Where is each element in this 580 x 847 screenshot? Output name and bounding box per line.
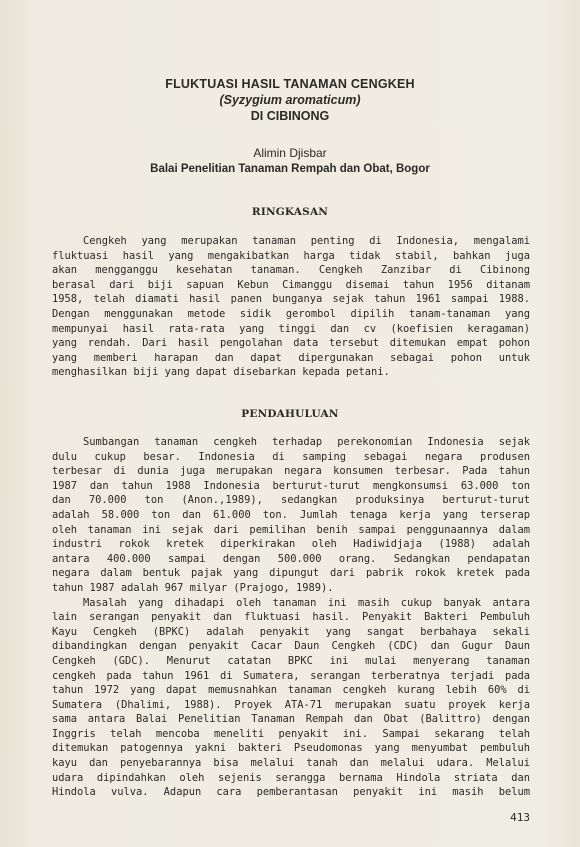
text-line: Masalah yang dihadapi oleh tanaman ini masih cukup banyak antara bbox=[83, 596, 530, 609]
text-line: udara dipindahkan oleh sejenis serangga bernama Hindola striata dan bbox=[52, 771, 530, 784]
article-title: FLUKTUASI HASIL TANAMAN CENGKEH bbox=[165, 77, 415, 91]
author-name: Alimin Djisbar bbox=[253, 146, 327, 160]
text-line: 1987 dan tahun 1988 Indonesia berturut-turut mengkonsumsi 63.000 ton bbox=[52, 479, 530, 492]
text-line: antara 400.000 sampai dengan 500.000 orang. Sedangkan pendapatan bbox=[52, 552, 530, 565]
text-line: mempunyai hasil rata-rata yang tinggi dan cv (koefisien keragaman) bbox=[52, 322, 530, 335]
text-line: Dengan menggunakan metode sidik gerombol dipilih tanam-tanaman yang bbox=[52, 307, 530, 320]
text-line: Sumatera (Dhalimi, 1988). Proyek ATA-71 merupakan suatu proyek kerja bbox=[52, 698, 530, 711]
article-location: DI CIBINONG bbox=[250, 109, 330, 123]
text-line: ditemukan patogennya yakni bakteri Pseudomonas yang menyumbat pembuluh bbox=[52, 742, 530, 755]
text-line: yang memberi harapan dan dapat dipergunakan sebagai pohon untuk bbox=[52, 351, 530, 364]
text-line: yang rendah. Dari hasil pengolahan data tersebut ditemukan empat pohon bbox=[52, 337, 530, 350]
text-line: dibandingkan dengan penyakit Cacar Daun Cengkeh (CDC) dan Gugur Daun bbox=[52, 640, 530, 653]
text-line: industri rokok kretek diperkirakan oleh Hadiwidjaja (1988) adalah bbox=[52, 538, 530, 551]
text-line: Cengkeh (GDC). Menurut catatan BPKC ini mulai menyerang tanaman bbox=[52, 654, 530, 667]
text-line: dulu cukup besar. Indonesia di samping sebagai negara produsen bbox=[52, 450, 530, 463]
text-line: Inggris telah mencoba meneliti penyakit ini. Sampai sekarang telah bbox=[52, 727, 530, 740]
article-header bbox=[0, 76, 580, 124]
introduction-text bbox=[52, 435, 530, 800]
text-line: tahun 1987 adalah 967 milyar (Prajogo, 1989). bbox=[52, 581, 334, 594]
text-line: 1958, telah diamati hasil panen bunganya sejak tahun 1961 sampai 1988. bbox=[52, 293, 530, 306]
text-line: fluktuasi hasil yang mengakibatkan harga tidak stabil, bahkan juga bbox=[52, 249, 530, 262]
author-institution: Balai Penelitian Tanaman Rempah dan Obat, Bogor bbox=[150, 163, 430, 175]
text-line: akan mengganggu kesehatan tanaman. Cengkeh Zanzibar di Cibinong bbox=[52, 264, 530, 277]
page-number: 413 bbox=[510, 811, 530, 824]
text-line: Hindola vulva. Adapun cara pemberantasan penyakit ini masih belum bbox=[52, 786, 530, 799]
introduction-heading: PENDAHULUAN bbox=[241, 408, 339, 420]
text-line: cengkeh pada tahun 1961 di Sumatera, serangan terberatnya terjadi pada bbox=[52, 669, 530, 682]
article-latin-name: (Syzygium aromaticum) bbox=[219, 93, 361, 107]
text-line: Kayu Cengkeh (BPKC) adalah penyakit yang sangat berbahaya sekali bbox=[52, 625, 530, 638]
text-line: kayu dan penyebarannya bisa melalui tanah dan melalui udara. Melalui bbox=[52, 757, 530, 770]
text-line: negara dalam bentuk pajak yang dipungut dari pabrik rokok kretek pada bbox=[52, 567, 530, 580]
text-line: terbesar di dunia juga merupakan negara konsumen terbesar. Pada tahun bbox=[52, 465, 530, 478]
text-line: adalah 58.000 ton dan 61.000 ton. Jumlah tenaga kerja yang terserap bbox=[52, 508, 530, 521]
text-line: berasal dari biji sapuan Kebun Cimanggu disemai tahun 1956 ditanam bbox=[52, 278, 530, 291]
text-line: Cengkeh yang merupakan tanaman penting di Indonesia, mengalami bbox=[83, 235, 530, 247]
abstract-heading: RINGKASAN bbox=[251, 206, 329, 218]
text-line: dan 70.000 ton (Anon.,1989), sedangkan produksinya berturut-turut bbox=[52, 494, 530, 507]
text-line: lain serangan penyakit dan fluktuasi hasil. Penyakit Bakteri Pembuluh bbox=[52, 611, 530, 624]
text-line: sama antara Balai Penelitian Tanaman Rempah dan Obat (Balittro) dengan bbox=[52, 713, 530, 726]
text-line: oleh tanaman ini sejak dari pemilihan benih sampai penggunaannya dalam bbox=[52, 523, 530, 536]
abstract-paragraph bbox=[52, 234, 530, 380]
text-line: Sumbangan tanaman cengkeh terhadap perekonomian Indonesia sejak bbox=[83, 436, 530, 448]
text-line: tahun 1972 yang dapat memusnahkan tanaman cengkeh kurang lebih 60% di bbox=[52, 684, 530, 697]
text-line: menghasilkan biji yang dapat disebarkan kepada petani. bbox=[52, 366, 390, 379]
